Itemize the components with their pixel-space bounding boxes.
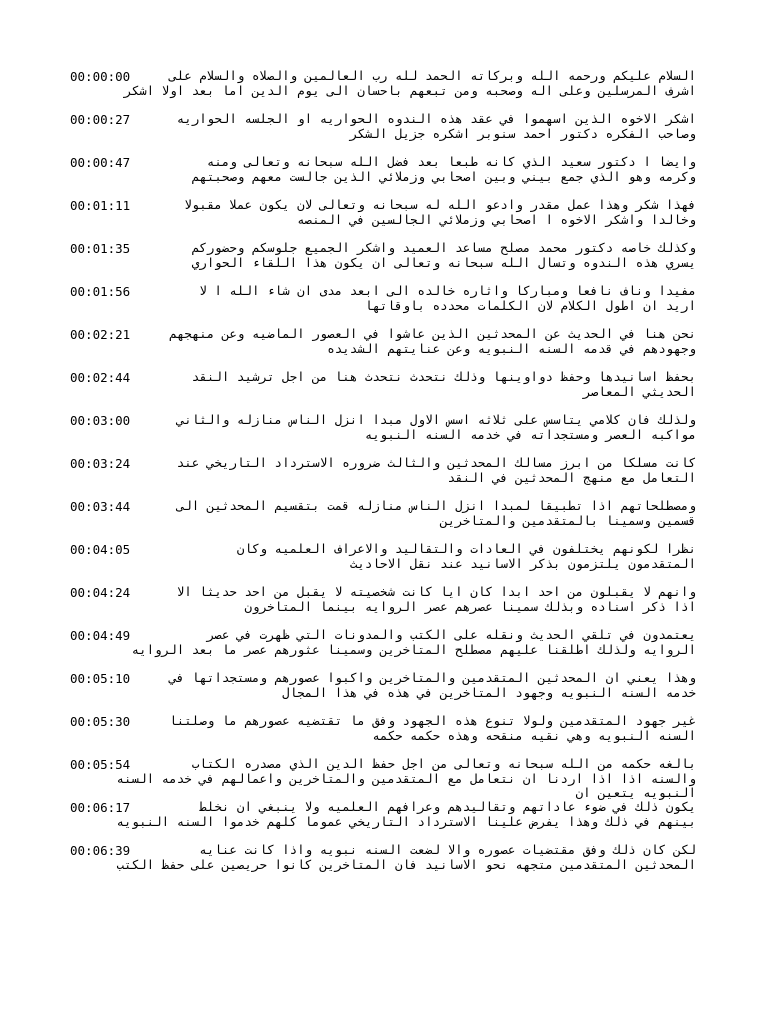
timestamp: 00:05:10: [70, 671, 131, 686]
transcript-entry: [70, 628, 696, 671]
transcript-text: نظرا لكونهم يختلفون في العادات والتقاليد والاعراف العلميه وكان المتقدمون يلتزمون بذكر الاسانيد عند نقل الاحاديث: [236, 542, 696, 571]
timestamp: 00:03:00: [70, 413, 131, 428]
transcript-entry: [70, 198, 696, 241]
timestamp: 00:02:44: [70, 370, 131, 385]
transcript-text: وهذا يعني ان المحدثين المتقدمين والمتاخرين واكبوا عصورهم ومستجداتها في خدمه السنه النبويه وجهود المتاخرين في هذه في هذا المجال: [169, 671, 696, 700]
transcript-entry: [70, 585, 696, 628]
transcript-entry: [70, 800, 696, 843]
transcript-entry: [70, 112, 696, 155]
transcript-text: فهذا شكر وهذا عمل مقدر وادعو الله له سبحانه وتعالى لان يكون عملا مقبولا وخالدا واشكر الاخوه ا اصحابي وزملائي الجالسين في المنصه: [184, 198, 696, 227]
timestamp: 00:04:49: [70, 628, 131, 643]
transcript: [70, 69, 696, 886]
transcript-text: وايضا ا دكتور سعيد الذي كانه طبعا بعد فضل الله سبحانه وتعالى ومنه وكرمه وهو الذي جمع بيني وبين اصحابي وزملائي الذين جالست معهم وصحبتهم: [191, 155, 696, 184]
transcript-text: ولذلك فان كلامي يتاسس على ثلاثه اسس الاول مبدا انزل الناس منازله والثاني مواكبه العصر ومستجداته في خدمه السنه النبويه: [176, 413, 696, 442]
transcript-text: مفيدا وناف نافعا ومباركا واثاره خالده الى ابعد مدى ان شاء الله ا لا اريد ان اطول الكلام لان الكلمات محدده باوقاتها: [199, 284, 696, 313]
transcript-entry: [70, 413, 696, 456]
transcript-entry: [70, 542, 696, 585]
timestamp: 00:05:54: [70, 757, 131, 772]
timestamp: 00:01:11: [70, 198, 131, 213]
timestamp: 00:04:05: [70, 542, 131, 557]
transcript-entry: [70, 327, 696, 370]
timestamp: 00:06:17: [70, 800, 131, 815]
transcript-text: بالغه حكمه من الله سبحانه وتعالى من اجل حفظ الدين الذي مصدره الكتاب والسنه اذا اذا اردنا ان نتعامل مع المتقدمين والمتاخرين واعمالهم في خدمه السنه النبويه يتعين ان: [116, 757, 696, 800]
timestamp: 00:00:00: [70, 69, 131, 84]
timestamp: 00:01:56: [70, 284, 131, 299]
transcript-entry: [70, 843, 696, 886]
transcript-entry: [70, 714, 696, 757]
transcript-text: لكن كان ذلك وفق مقتضيات عصوره والا لضعت السنه نبويه واذا كانت عنايه المحدثين المتقدمين متجهه نحو الاسانيد فان المتاخرين كانوا حريصين على حفظ الكتب: [116, 843, 696, 872]
transcript-entry: [70, 69, 696, 112]
timestamp: 00:04:24: [70, 585, 131, 600]
transcript-entry: [70, 757, 696, 800]
transcript-text: يكون ذلك في ضوء عاداتهم وتقاليدهم وعرافهم العلميه ولا ينبغي ان نخلط بينهم في ذلك وهذا يفرض علينا الاسترداد التاريخي عموما كلهم خدموا السنه النبويه: [116, 800, 696, 829]
transcript-text: كانت مسلكا من ابرز مسالك المحدثين والثالث ضروره الاسترداد التاريخي عند التعامل مع منهج المحدثين في النقد: [176, 456, 696, 485]
transcript-text: وكذلك خاصه دكتور محمد مصلح مساعد العميد واشكر الجميع جلوسكم وحضوركم يسري هذه الندوه وتسال الله سبحانه وتعالى ان يكون هذا اللقاء الحواري: [191, 241, 696, 270]
transcript-text: يعتمدون في تلقي الحديث ونقله على الكتب والمدونات التي ظهرت في عصر الروايه ولذلك اطلقنا عليهم مصطلح المتاخرين وسمينا عثورهم عصر ما بعد الروايه: [131, 628, 696, 657]
timestamp: 00:03:44: [70, 499, 131, 514]
transcript-text: غير جهود المتقدمين ولولا تنوع هذه الجهود وفق ما تقتضيه عصورهم ما وصلتنا السنه النبويه وهي نقيه منقحه وهذه حكمه حكمه: [169, 714, 696, 743]
timestamp: 00:03:24: [70, 456, 131, 471]
transcript-entry: [70, 284, 696, 327]
transcript-entry: [70, 370, 696, 413]
transcript-entry: [70, 671, 696, 714]
timestamp: 00:02:21: [70, 327, 131, 342]
timestamp: 00:05:30: [70, 714, 131, 729]
transcript-text: وانهم لا يقبلون من احد ابدا كان ايا كانت شخصيته لا يقبل من احد حديثا الا اذا ذكر اسناده وبذلك سمينا عصرهم عصر الروايه بينما المتاخرون: [176, 585, 696, 614]
transcript-entry: [70, 499, 696, 542]
timestamp: 00:00:27: [70, 112, 131, 127]
timestamp: 00:01:35: [70, 241, 131, 256]
transcript-text: السلام عليكم ورحمه الله وبركاته الحمد لله رب العالمين والصلاه والسلام على اشرف المرسلين وعلى اله وصحبه ومن تبعهم باحسان الى يوم الدين اما بعد اولا اشكر: [124, 69, 696, 98]
transcript-entry: [70, 241, 696, 284]
transcript-entry: [70, 155, 696, 198]
transcript-entry: [70, 456, 696, 499]
transcript-text: اشكر الاخوه الذين اسهموا في عقد هذه الندوه الحواريه او الجلسه الحواريه وصاحب الفكره دكتور احمد سنوبر اشكره جزيل الشكر: [176, 112, 696, 141]
timestamp: 00:00:47: [70, 155, 131, 170]
transcript-text: نحن هنا في الحديث عن المحدثين الذين عاشوا في العصور الماضيه وعن منهجهم وجهودهم في قدمه السنه النبويه وعن عنايتهم الشديده: [169, 327, 696, 356]
transcript-text: ومصطلحاتهم اذا تطبيقا لمبدا انزل الناس منازله قمت بتقسيم المحدثين الى قسمين وسمينا بالمتقدمين والمتاخرين: [176, 499, 696, 528]
timestamp: 00:06:39: [70, 843, 131, 858]
transcript-text: بحفظ اسانيدها وحفظ دواوينها وذلك نتحدث نتحدث هنا من اجل ترشيد النقد الحديثي المعاصر: [191, 370, 696, 399]
